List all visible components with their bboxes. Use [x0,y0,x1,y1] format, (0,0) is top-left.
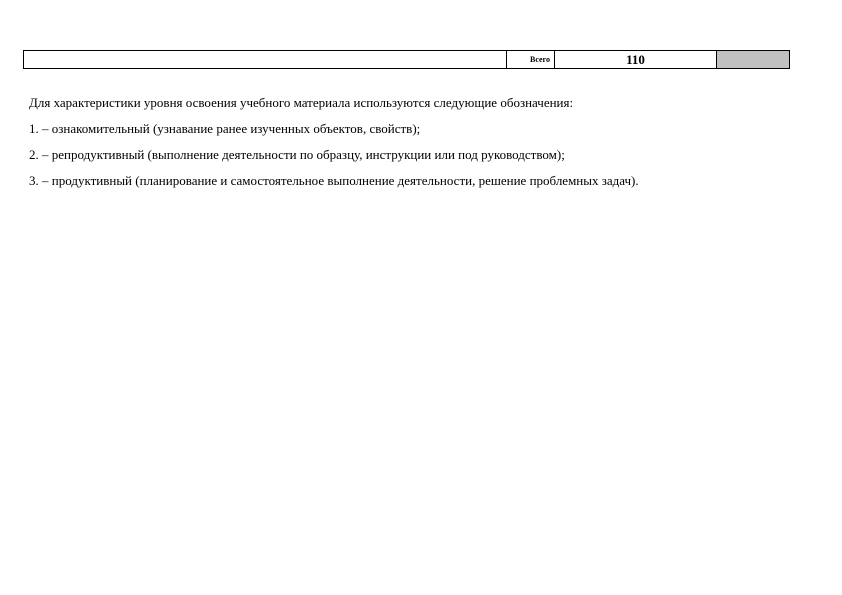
total-row [24,51,790,69]
total-row-shaded-cell [717,51,790,69]
total-row-table [23,50,790,69]
legend-item-level-1: 1. – ознакомительный (узнавание ранее изученных объектов, свойств); [29,121,421,136]
total-label-cell: Всего [507,51,555,69]
total-row-empty-cell [24,51,507,69]
level-legend [29,95,809,199]
legend-intro: Для характеристики уровня освоения учебного материала используются следующие обозначения: [29,95,574,110]
total-hours-cell: 110 [555,51,717,69]
legend-item-level-3: 3. – продуктивный (планирование и самостоятельное выполнение деятельности, решение проблемных задач). [29,173,639,188]
legend-item-level-2: 2. – репродуктивный (выполнение деятельности по образцу, инструкции или под руководством); [29,147,565,162]
